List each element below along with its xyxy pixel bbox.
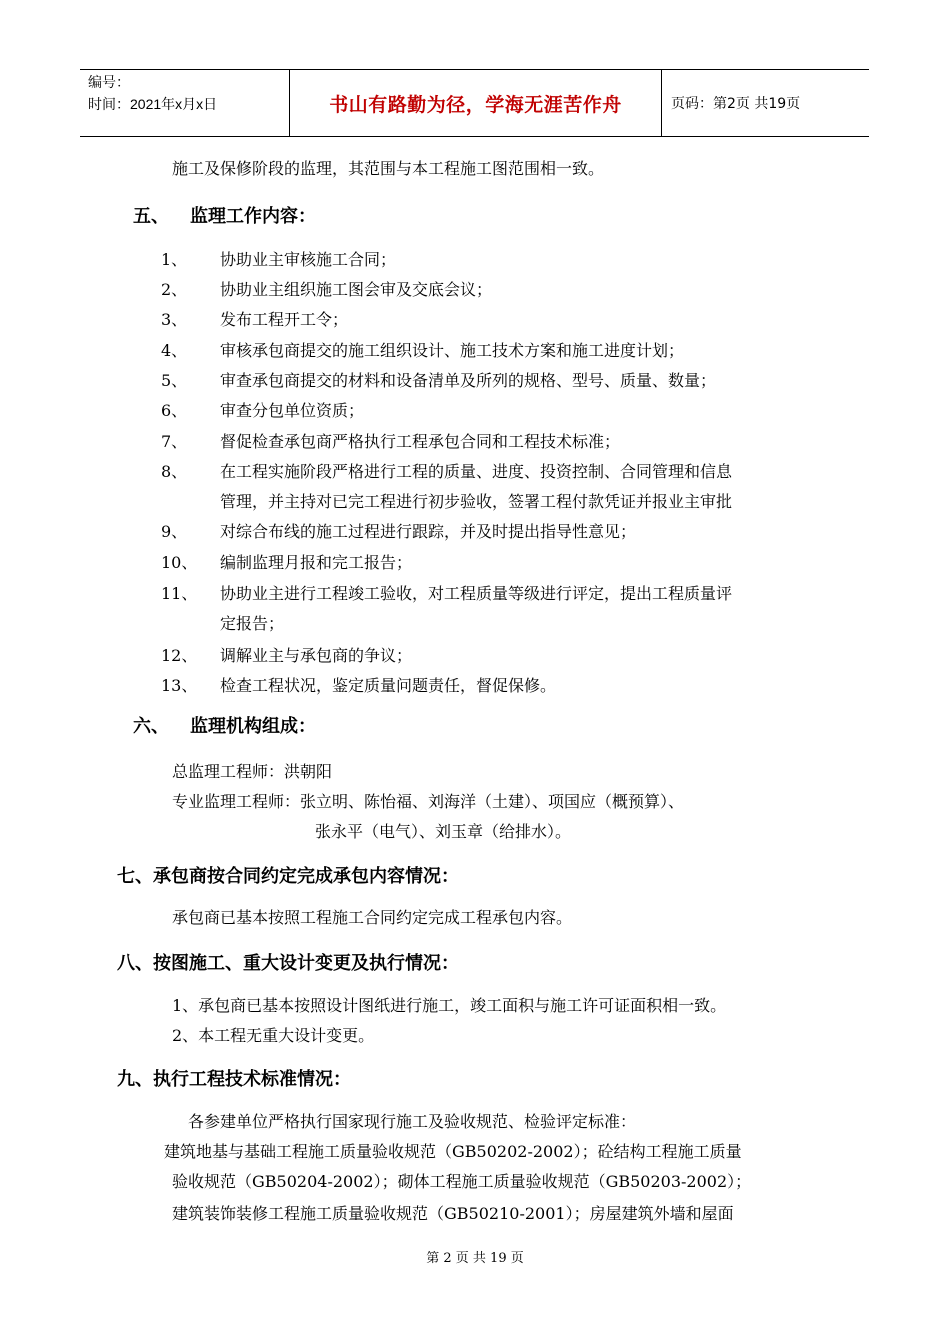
list-item-text: 审查承包商提交的材料和设备清单及所列的规格、型号、质量、数量；: [220, 371, 717, 390]
list-item-text: 协助业主审核施工合同；: [220, 250, 397, 269]
header-meta: [80, 70, 290, 136]
list-item-number: 2、: [161, 280, 188, 299]
list-item-continuation: 定报告；: [220, 614, 285, 633]
header-code: 编号：: [88, 74, 130, 90]
list-item-number: 12、: [161, 646, 198, 665]
section-6-title: 监理机构组成：: [190, 716, 316, 737]
list-item-text: 在工程实施阶段严格进行工程的质量、进度、投资控制、合同管理和信息: [220, 462, 733, 481]
list-item-number: 5、: [161, 371, 188, 390]
section-8-line-2: 2、本工程无重大设计变更。: [172, 1026, 375, 1045]
section-7-body: 承包商已基本按照工程施工合同约定完成工程承包内容。: [172, 908, 573, 927]
list-item-number: 4、: [161, 341, 188, 360]
list-item-number: 13、: [161, 676, 198, 695]
specialists-line-2: 张永平（电气）、刘玉章（给排水）。: [315, 822, 572, 841]
section-5-number: 五、: [133, 206, 169, 227]
list-item-number: 3、: [161, 310, 188, 329]
chief-supervisor: 总监理工程师：洪朝阳: [172, 762, 333, 781]
list-item-text: 审核承包商提交的施工组织设计、施工技术方案和施工进度计划；: [220, 341, 685, 360]
section-9-line-2: 建筑地基与基础工程施工质量验收规范（GB50202-2002）；砼结构工程施工质量: [164, 1142, 742, 1161]
list-item-number: 7、: [161, 432, 188, 451]
list-item-number: 9、: [161, 522, 188, 541]
section-9-line-1: 各参建单位严格执行国家现行施工及验收规范、检验评定标准：: [188, 1112, 637, 1131]
specialists-line-1: 专业监理工程师：张立明、陈怡福、刘海洋（土建）、项国应（概预算）、: [172, 792, 685, 811]
list-item-number: 6、: [161, 401, 188, 420]
list-item-text: 对综合布线的施工过程进行跟踪，并及时提出指导性意见；: [220, 522, 637, 541]
list-item-text: 检查工程状况，鉴定质量问题责任，督促保修。: [220, 676, 557, 695]
section-6-number: 六、: [133, 716, 169, 737]
list-item-continuation: 管理，并主持对已完工程进行初步验收，签署工程付款凭证并报业主审批: [220, 492, 733, 511]
section-8-line-1: 1、承包商已基本按照设计图纸进行施工，竣工面积与施工许可证面积相一致。: [172, 996, 727, 1015]
list-item-text: 督促检查承包商严格执行工程承包合同和工程技术标准；: [220, 432, 621, 451]
section-9-line-4: 建筑装饰装修工程施工质量验收规范（GB50210-2001）；房屋建筑外墙和屋面: [172, 1204, 734, 1223]
list-item-text: 发布工程开工令；: [220, 310, 349, 329]
list-item-number: 10、: [161, 553, 198, 572]
section-9-title: 九、执行工程技术标准情况：: [117, 1069, 351, 1090]
list-item-text: 调解业主与承包商的争议；: [220, 646, 413, 665]
list-item-text: 编制监理月报和完工报告；: [220, 553, 413, 572]
page-footer: 第 2 页 共 19 页: [426, 1251, 524, 1266]
header-date: 时间：2021年x月x日: [88, 96, 218, 112]
list-item-number: 11、: [161, 584, 198, 603]
section-8-title: 八、按图施工、重大设计变更及执行情况：: [117, 953, 459, 974]
section-7-title: 七、承包商按合同约定完成承包内容情况：: [117, 866, 459, 887]
header-motto: 书山有路勤为径，学海无涯苦作舟: [290, 70, 662, 136]
section-5-title: 监理工作内容：: [190, 206, 316, 227]
list-item-number: 1、: [161, 250, 188, 269]
intro-line: 施工及保修阶段的监理，其范围与本工程施工图范围相一致。: [172, 159, 605, 178]
section-9-line-3: 验收规范（GB50204-2002）；砌体工程施工质量验收规范（GB50203-2002）；: [172, 1172, 752, 1191]
list-item-text: 审查分包单位资质；: [220, 401, 365, 420]
list-item-text: 协助业主进行工程竣工验收，对工程质量等级进行评定，提出工程质量评: [220, 584, 733, 603]
list-item-text: 协助业主组织施工图会审及交底会议；: [220, 280, 493, 299]
list-item-number: 8、: [161, 462, 188, 481]
page-header: [80, 69, 869, 137]
header-page-info: 页码：第2页 共19页: [671, 96, 801, 112]
